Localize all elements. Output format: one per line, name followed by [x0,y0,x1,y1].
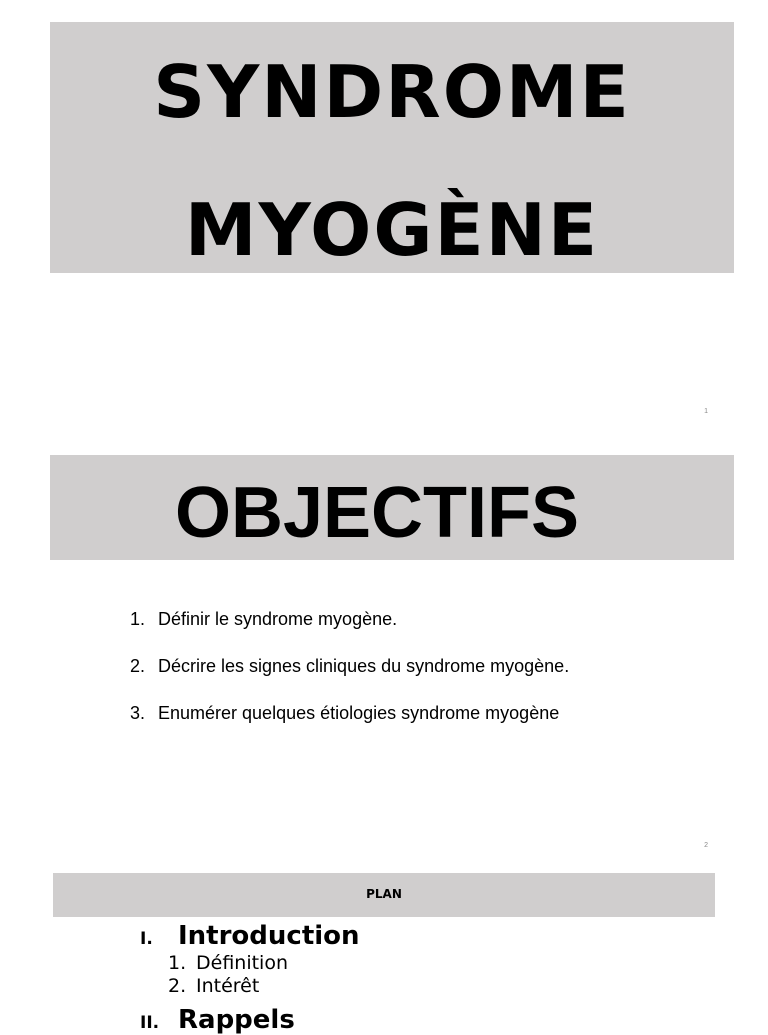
plan-section [140,1005,295,1035]
plan-subitem [168,975,259,997]
subitem-number: 1. [168,952,187,974]
subitem-text: Intérêt [196,975,260,997]
plan-subitem [168,952,288,974]
section-title: Rappels [178,1005,295,1035]
title-line-2: MYOGÈNE [184,188,600,272]
objective-text: Décrire les signes cliniques du syndrome myogène. [158,656,570,676]
page-number-1: 1 [704,408,708,415]
objectives-banner [50,455,734,560]
objective-number: 3. [130,703,146,723]
objective-text: Définir le syndrome myogène. [158,609,398,629]
section-numeral: I. [140,929,153,949]
objective-text: Enumérer quelques étiologies syndrome myogène [158,703,560,723]
objective-number: 1. [130,609,146,629]
objective-item [130,655,569,702]
objectives-list [130,608,569,749]
title-line-1: SYNDROME [153,50,631,134]
section-title: Introduction [178,921,360,951]
plan-section [140,921,360,951]
subitem-text: Définition [196,952,289,974]
objectives-heading: OBJECTIFS [174,473,580,553]
title-banner [50,22,734,273]
objective-item [130,608,569,655]
section-numeral: II. [140,1013,160,1033]
plan-heading: PLAN [366,887,402,901]
plan-banner [53,873,715,917]
objective-number: 2. [130,656,146,676]
subitem-number: 2. [168,975,187,997]
objective-item [130,702,569,749]
page-number-2: 2 [704,842,708,849]
